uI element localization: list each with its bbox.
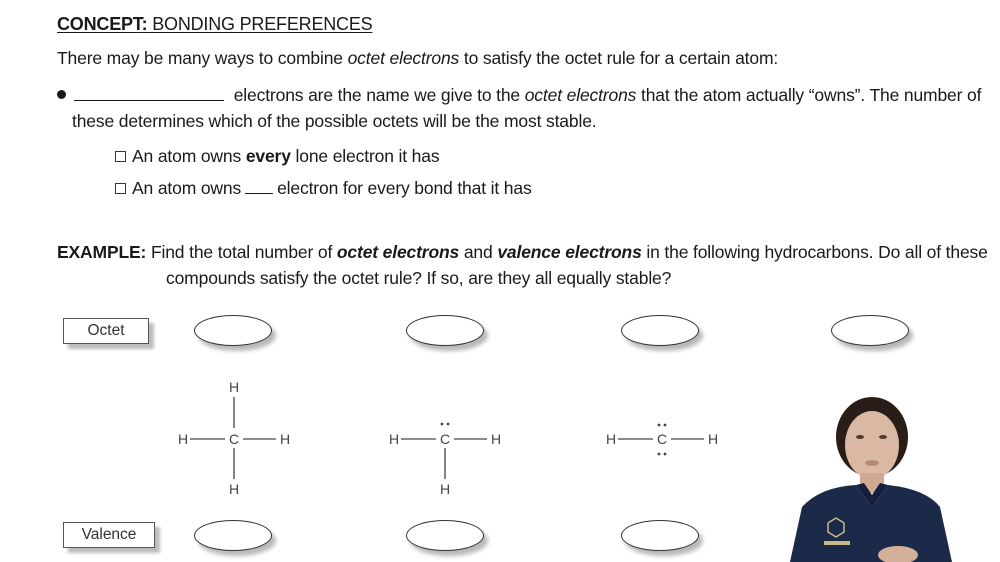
- valence-answer-oval-2[interactable]: [406, 520, 484, 551]
- svg-text:H: H: [440, 481, 451, 497]
- valence-row-label: Valence: [63, 522, 155, 548]
- svg-text:H: H: [178, 431, 189, 447]
- example-prompt: EXAMPLE: Find the total number of octet electrons and valence electrons in the following hydrocarbons. Do all of these: [57, 242, 988, 262]
- svg-text:H: H: [229, 481, 240, 497]
- svg-text:C: C: [657, 431, 668, 447]
- molecule-carbanion: [381, 418, 511, 505]
- example-label: EXAMPLE:: [57, 242, 147, 262]
- presenter-video: [780, 395, 960, 562]
- svg-text:H: H: [280, 431, 291, 447]
- octet-answer-oval-2[interactable]: [406, 315, 484, 346]
- octet-row-label: Octet: [63, 318, 149, 344]
- svg-text:H: H: [389, 431, 400, 447]
- octet-answer-oval-3[interactable]: [621, 315, 699, 346]
- fill-in-blank: [74, 86, 224, 101]
- bullet-line: electrons are the name we give to the octet electrons that the atom actually “owns”. The number of: [57, 85, 981, 106]
- bullet-icon: [57, 90, 66, 99]
- rule-item-1: An atom owns every lone electron it has: [115, 146, 439, 167]
- svg-text:H: H: [606, 431, 617, 447]
- intro-text: There may be many ways to combine octet electrons to satisfy the octet rule for a certain atom:: [57, 48, 779, 68]
- checkbox-icon: [115, 151, 126, 162]
- svg-text:C: C: [440, 431, 451, 447]
- octet-answer-oval-1[interactable]: [194, 315, 272, 346]
- fill-in-blank: [245, 179, 273, 194]
- valence-answer-oval-3[interactable]: [621, 520, 699, 551]
- molecule-methane: [170, 375, 300, 505]
- octet-answer-oval-4[interactable]: [831, 315, 909, 346]
- concept-title-text: BONDING PREFERENCES: [147, 14, 373, 34]
- svg-text:H: H: [229, 379, 240, 395]
- concept-title: CONCEPT: BONDING PREFERENCES: [57, 14, 373, 34]
- example-prompt-line-2: compounds satisfy the octet rule? If so, are they all equally stable?: [166, 268, 672, 288]
- concept-label: CONCEPT: [57, 14, 142, 34]
- checkbox-icon: [115, 183, 126, 194]
- svg-text:C: C: [229, 431, 240, 447]
- valence-answer-oval-1[interactable]: [194, 520, 272, 551]
- svg-text:H: H: [491, 431, 502, 447]
- bullet-line-2: these determines which of the possible octets will be the most stable.: [72, 111, 597, 131]
- molecule-carbene: [598, 420, 728, 467]
- rule-item-2: An atom owns electron for every bond that it has: [115, 178, 532, 199]
- svg-text:H: H: [708, 431, 719, 447]
